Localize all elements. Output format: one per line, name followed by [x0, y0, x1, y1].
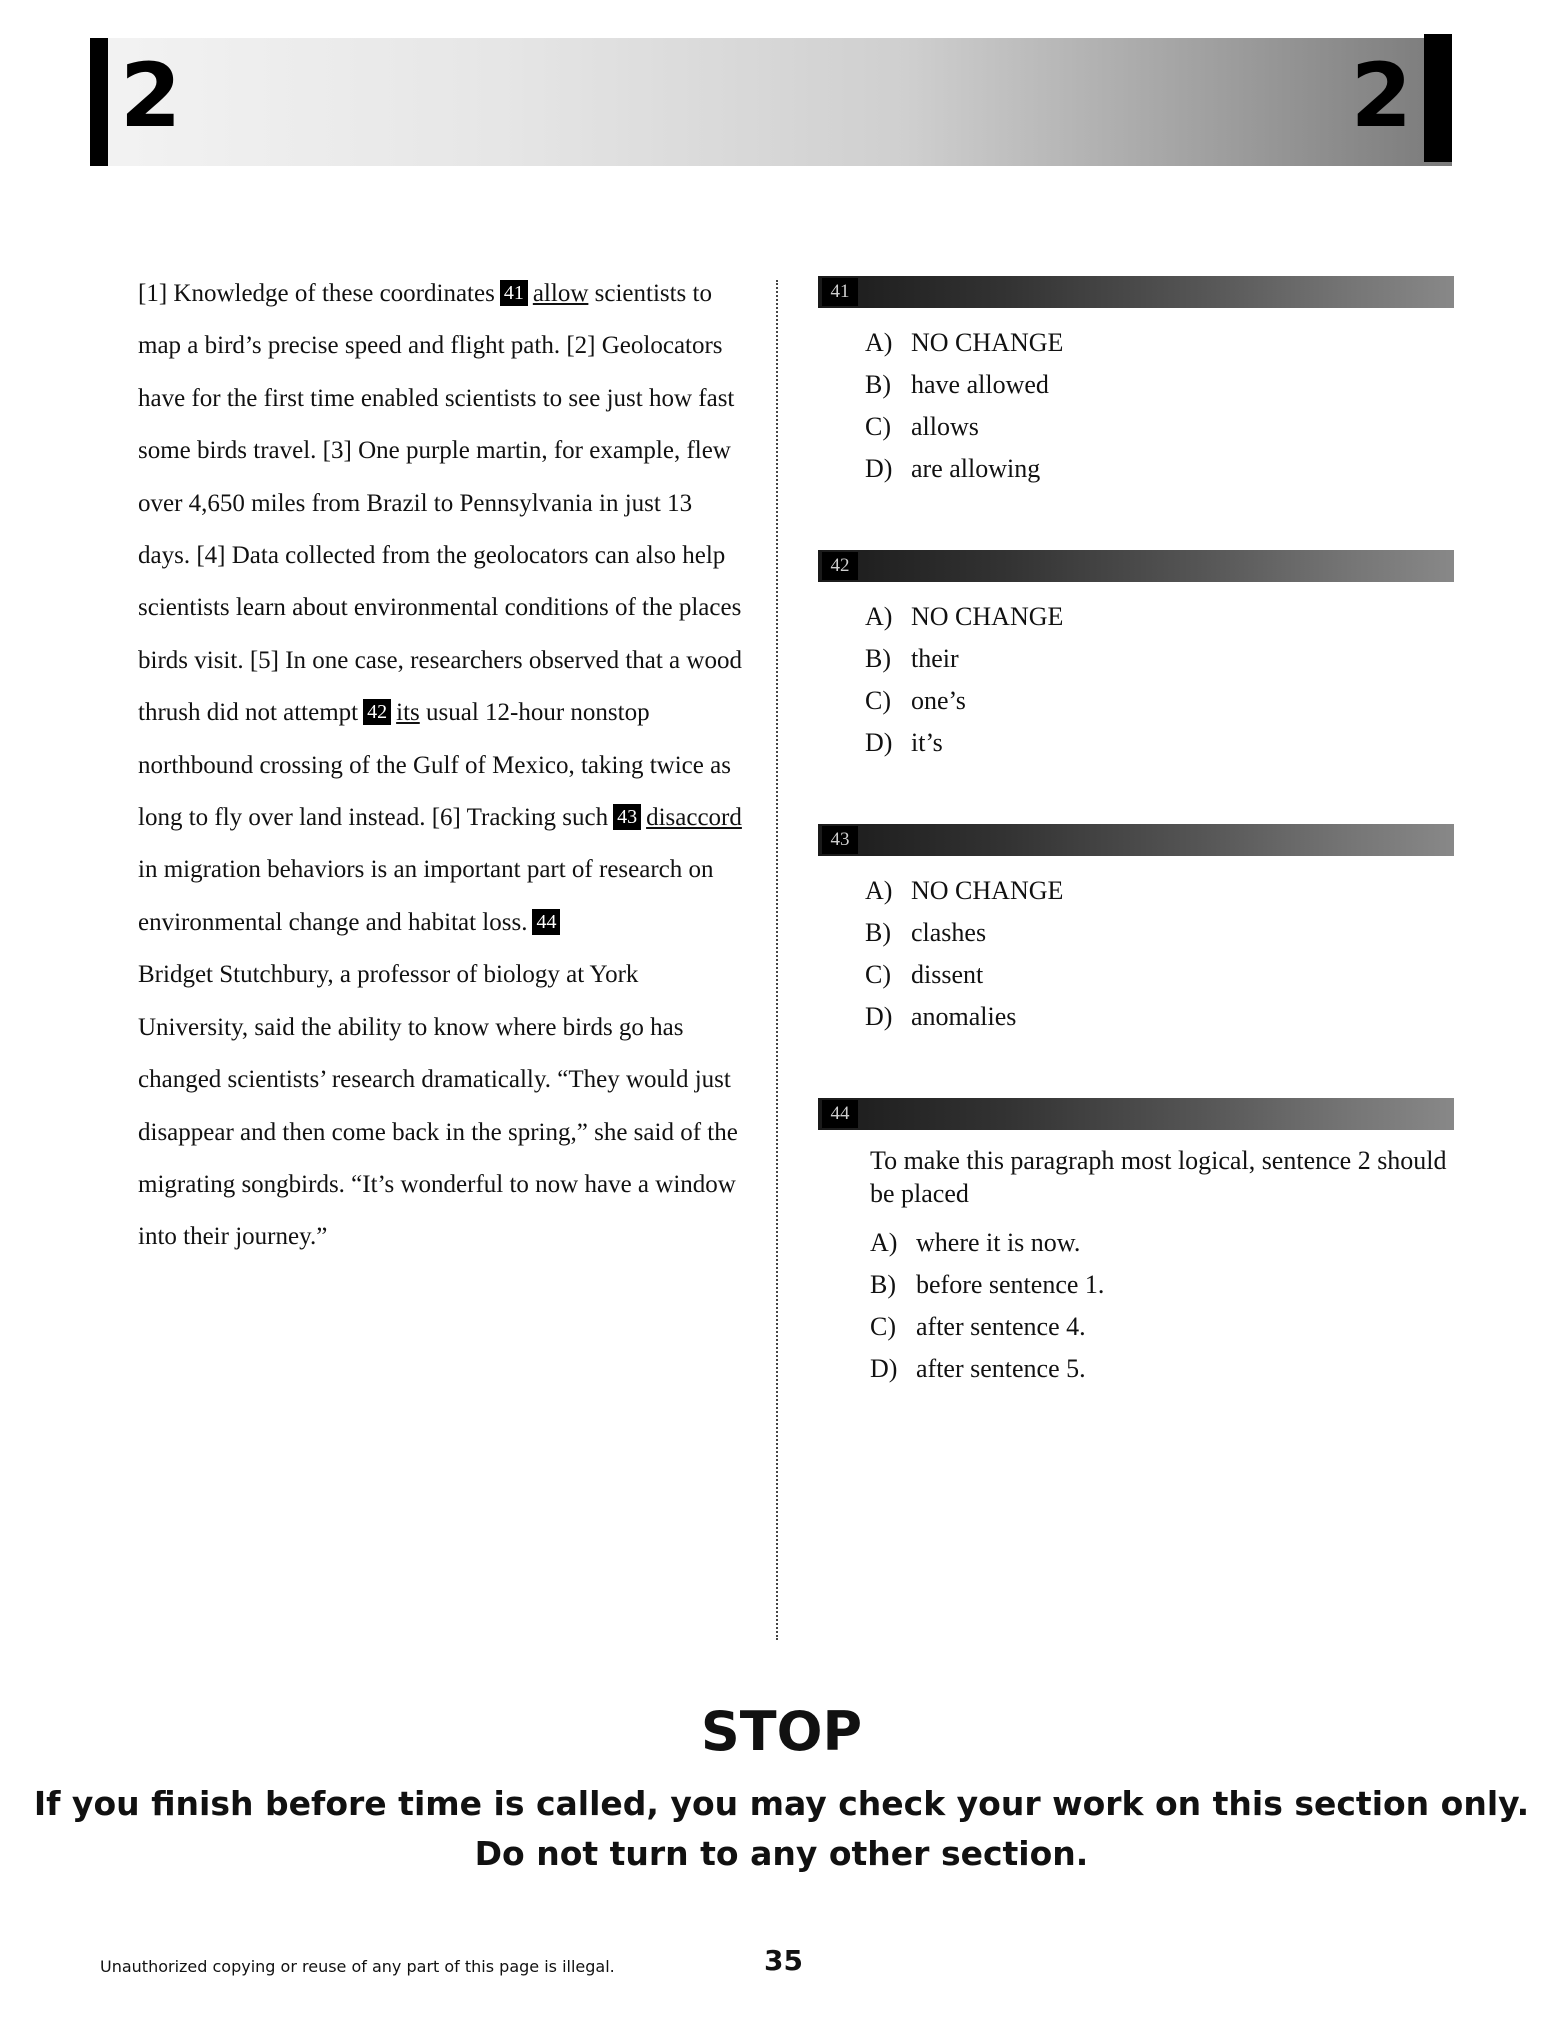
answer-choice-b[interactable] — [870, 1264, 1454, 1306]
choice-letter: B) — [865, 370, 891, 399]
passage-text: in migration behaviors is an important part of research on environmental change and habitat loss. — [138, 856, 714, 936]
question-number: 44 — [822, 1100, 858, 1128]
answer-choice-c[interactable] — [865, 680, 1454, 722]
section-number-left: 2 — [120, 44, 182, 147]
answer-choices — [865, 596, 1454, 764]
choice-letter: A) — [865, 328, 893, 357]
question-header-bar — [818, 276, 1454, 308]
stop-heading: STOP — [700, 1700, 863, 1763]
choice-letter: C) — [865, 412, 891, 441]
answer-choices — [865, 870, 1454, 1038]
choice-text: after sentence 5. — [916, 1354, 1086, 1383]
answer-choice-b[interactable] — [865, 912, 1454, 954]
passage — [92, 268, 742, 1264]
choice-text: NO CHANGE — [911, 328, 1064, 357]
underlined-text-43: disaccord — [646, 804, 742, 832]
choice-letter: D) — [870, 1354, 898, 1383]
page-number: 35 — [764, 1944, 803, 1977]
choice-text: dissent — [911, 960, 984, 989]
passage-text: [1] Knowledge of these coordinates — [138, 280, 495, 307]
choice-text: where it is now. — [916, 1228, 1081, 1257]
underlined-text-42: its — [396, 699, 420, 727]
answer-choices — [865, 322, 1454, 490]
answer-choice-a[interactable] — [865, 870, 1454, 912]
choice-text: are allowing — [911, 454, 1041, 483]
choice-text: their — [911, 644, 959, 673]
question-marker-43[interactable]: 43 — [613, 804, 641, 830]
question-header-bar — [818, 824, 1454, 856]
question-41 — [818, 276, 1454, 490]
answer-choice-d[interactable] — [865, 448, 1454, 490]
choice-text: one’s — [911, 686, 966, 715]
section-header-bar — [90, 38, 1452, 166]
passage-paragraph-1 — [92, 268, 742, 949]
choice-letter: B) — [865, 918, 891, 947]
choice-letter: C) — [865, 960, 891, 989]
underlined-text-41: allow — [532, 280, 589, 307]
choice-letter: D) — [865, 728, 893, 757]
choice-text: allows — [911, 412, 979, 441]
answer-choice-c[interactable] — [870, 1306, 1454, 1348]
answer-choice-a[interactable] — [870, 1222, 1454, 1264]
question-number: 43 — [822, 826, 858, 854]
answer-choice-d[interactable] — [865, 722, 1454, 764]
question-number: 41 — [822, 278, 858, 306]
column-divider — [776, 280, 778, 1640]
question-marker-42[interactable]: 42 — [363, 699, 391, 725]
passage-text: scientists to map a bird’s precise speed and flight path. [2] Geolocators have for the first time enabled scientists to see just how fast some birds travel. [3] One purple martin, for example, flew over 4,650 miles from Brazil to Pennsylvania in just 13 days. [4] Data collected from the geolocators can also help scientists learn about environmental conditions of the places birds visit. [5] In one case, researchers observed that a wood thrush did not attempt — [138, 280, 742, 727]
stop-instruction-2: Do not turn to any other section. — [474, 1834, 1089, 1873]
answer-choice-b[interactable] — [865, 364, 1454, 406]
question-header-bar — [818, 550, 1454, 582]
header-right-marker — [1424, 34, 1452, 162]
choice-letter: B) — [870, 1270, 896, 1299]
choice-letter: A) — [870, 1228, 898, 1257]
question-marker-41[interactable]: 41 — [500, 280, 528, 306]
answer-choice-d[interactable] — [865, 996, 1454, 1038]
answer-choices — [870, 1222, 1454, 1390]
question-header-bar — [818, 1098, 1454, 1130]
choice-letter: C) — [865, 686, 891, 715]
answer-choice-a[interactable] — [865, 596, 1454, 638]
choice-text: have allowed — [911, 370, 1049, 399]
header-left-marker — [90, 38, 108, 166]
answer-choice-b[interactable] — [865, 638, 1454, 680]
question-number: 42 — [822, 552, 858, 580]
choice-letter: A) — [865, 602, 893, 631]
question-42 — [818, 550, 1454, 764]
answer-choice-c[interactable] — [865, 954, 1454, 996]
choice-text: before sentence 1. — [916, 1270, 1105, 1299]
choice-text: clashes — [911, 918, 987, 947]
question-marker-44[interactable]: 44 — [532, 909, 560, 935]
choice-letter: B) — [865, 644, 891, 673]
choice-text: after sentence 4. — [916, 1312, 1086, 1341]
choice-letter: C) — [870, 1312, 896, 1341]
answer-choice-c[interactable] — [865, 406, 1454, 448]
passage-paragraph-2: Bridget Stutchbury, a professor of biology at York University, said the ability to know where birds go has changed scientists’ research dramatically. “They would just disappear and then come back in the spring,” she said of the migrating songbirds. “It’s wonderful to now have a window into their journey.” — [138, 961, 738, 1251]
stop-instruction-1: If you finish before time is called, you may check your work on this section only. — [33, 1784, 1530, 1823]
choice-text: it’s — [911, 728, 943, 757]
choice-letter: D) — [865, 1002, 893, 1031]
question-43 — [818, 824, 1454, 1038]
passage-text: usual 12-hour nonstop northbound crossing of the Gulf of Mexico, taking twice as long to fly over land instead. [6] Tracking such — [138, 699, 731, 832]
choice-letter: D) — [865, 454, 893, 483]
choice-text: NO CHANGE — [911, 876, 1064, 905]
section-number-right: 2 — [1350, 44, 1412, 147]
choice-text: anomalies — [911, 1002, 1017, 1031]
answer-choice-a[interactable] — [865, 322, 1454, 364]
choice-letter: A) — [865, 876, 893, 905]
answer-choice-d[interactable] — [870, 1348, 1454, 1390]
choice-text: NO CHANGE — [911, 602, 1064, 631]
question-stem: To make this paragraph most logical, sentence 2 should be placed — [870, 1146, 1447, 1208]
copyright-notice: Unauthorized copying or reuse of any part of this page is illegal. — [100, 1957, 615, 1976]
question-44 — [818, 1098, 1454, 1390]
